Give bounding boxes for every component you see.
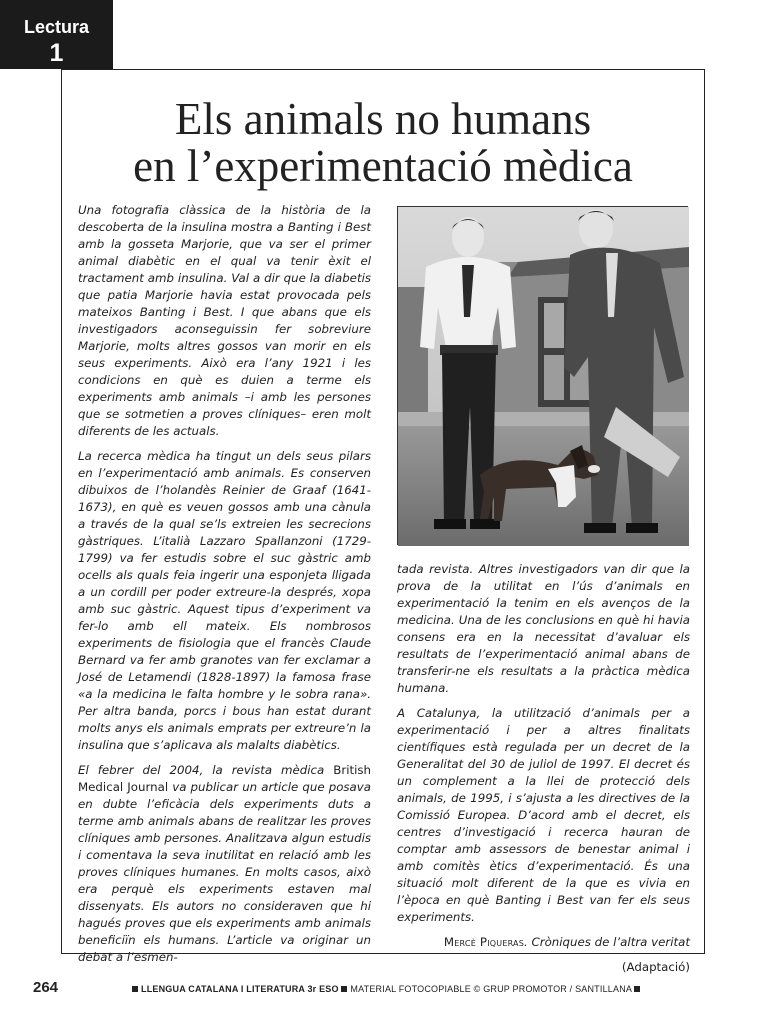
reading-tag (0, 0, 113, 69)
journal-name: British Medical Journal (78, 763, 371, 794)
footer-rights: MATERIAL FOTOCOPIABLE © GRUP PROMOTOR / SANTILLANA (350, 984, 632, 994)
title-line-1: Els animals no humans (174, 94, 592, 144)
credit-author: Mercè Piqueras (443, 935, 524, 949)
title-line-2: en l’experimentació mèdica (133, 141, 633, 191)
paragraph-3 (78, 762, 371, 966)
credit-note: (Adaptació) (621, 960, 690, 974)
square-bullet-icon (634, 986, 640, 992)
page-number: 264 (33, 979, 59, 996)
paragraph-2: La recerca mèdica ha tingut un dels seus pilars en l’experimentació amb animals. Es conserven dibuixos de l’holandès Reinier de Graaf (1641-1673), en què es veuen gossos amb una cànula a través de la qual se’ls extreien les secrecions gàstriques. L’italià Lazzaro Spallanzoni (1729-1799) va fer estudis sobre el suc gàstric amb ocells als quals feia ingerir una esponjeta lligada a un cordill per poder extreure-la després, xopa amb suc gàstric. Aquest tipus d’experiment va fer-lo amb ell mateix. Els nombrosos experiments de fisiologia que el francès Claude Bernard va fer amb granotes van fer exclamar a José de Letamendi (1828-1897) la famosa frase «a la medicina le falta hombre y le sobra rana». Per altra banda, porcs i bous han estat durant molts anys els animals emprats per extreure’n la insulina que s’aplicava als malalts diabètics. (78, 449, 371, 752)
paragraph-4: tada revista. Altres investigadors van dir que la prova de la utilitat en l’ús d’animals en experimentació la tenim en els avenços de la medicina. Una de les conclusions en què hi havia consens era en la necessitat d’avaluar els resultats de l’experimentació animal abans de transferir-ne els resultats a la pràctica mèdica humana. (397, 562, 690, 695)
credit-source: Cròniques de l’altra veritat (531, 935, 690, 949)
paragraph-5: A Catalunya, la utilització d’animals per a experimentació i per a altres finalitats científiques està regulada per un decret de la Generalitat del 30 de juliol de 1997. El decret és un complement a la llei de protecció dels animals, de 1995, i s’ajusta a les directives de la Comissió Europea. D’acord amb el decret, els centres d’investigació i recerca hauran de comptar amb assessors de benestar animal i amb comitès ètics d’experimentació. És una situació molt diferent de la que es vivia en l’època en què Banting i Best van fer els seus experiments. (397, 706, 690, 924)
historical-photo (397, 206, 688, 545)
article-title (62, 96, 704, 190)
source-credit: Mercè Piqueras. Cròniques de l’altra veritat (443, 935, 690, 949)
square-bullet-icon (341, 986, 347, 992)
photo-banting-best-dog (398, 207, 689, 546)
paragraph-3-text-start: El febrer del 2004, la revista mèdica (78, 763, 334, 777)
square-bullet-icon (132, 986, 138, 992)
footer-line (132, 983, 643, 995)
text-column-right (397, 561, 690, 974)
reading-tag-number: 1 (49, 39, 64, 67)
text-column-left (78, 202, 371, 964)
footer-book-title: LLENGUA CATALANA I LITERATURA 3r ESO (141, 984, 339, 994)
paragraph-3-text-end: va publicar un article que posava en dubte l’eficàcia dels experiments duts a terme amb animals abans de realitzar les proves clíniques amb persones. Analitzava algun estudis i comentava la seva inutilitat en relació amb les proves clíniques humanes. En molts casos, això era perquè els experiments estaven mal dissenyats. Els autors no consideraven que hi hagués proves que els experiments amb animals beneficiïn els humans. L’article va originar un debat a l’esmen- (78, 780, 371, 964)
reading-tag-label: Lectura (23, 17, 90, 37)
paragraph-1: Una fotografia clàssica de la història de la descoberta de la insulina mostra a Banting i Best amb la gosseta Marjorie, que va ser el primer animal diabètic en el qual va tenir èxit el tractament amb insulina. Val a dir que la diabetis que patia Marjorie havia estat provocada pels mateixos Banting i Best. I que abans que els investigadors aconseguissin fer sobreviure Marjorie, molts altres gossos van morir en els seus experiments. Això era l’any 1921 i les condicions en què es duien a terme els experiments amb animals –i amb les persones que se sotmetien a proves clíniques– eren molt diferents de les actuals. (78, 203, 371, 438)
